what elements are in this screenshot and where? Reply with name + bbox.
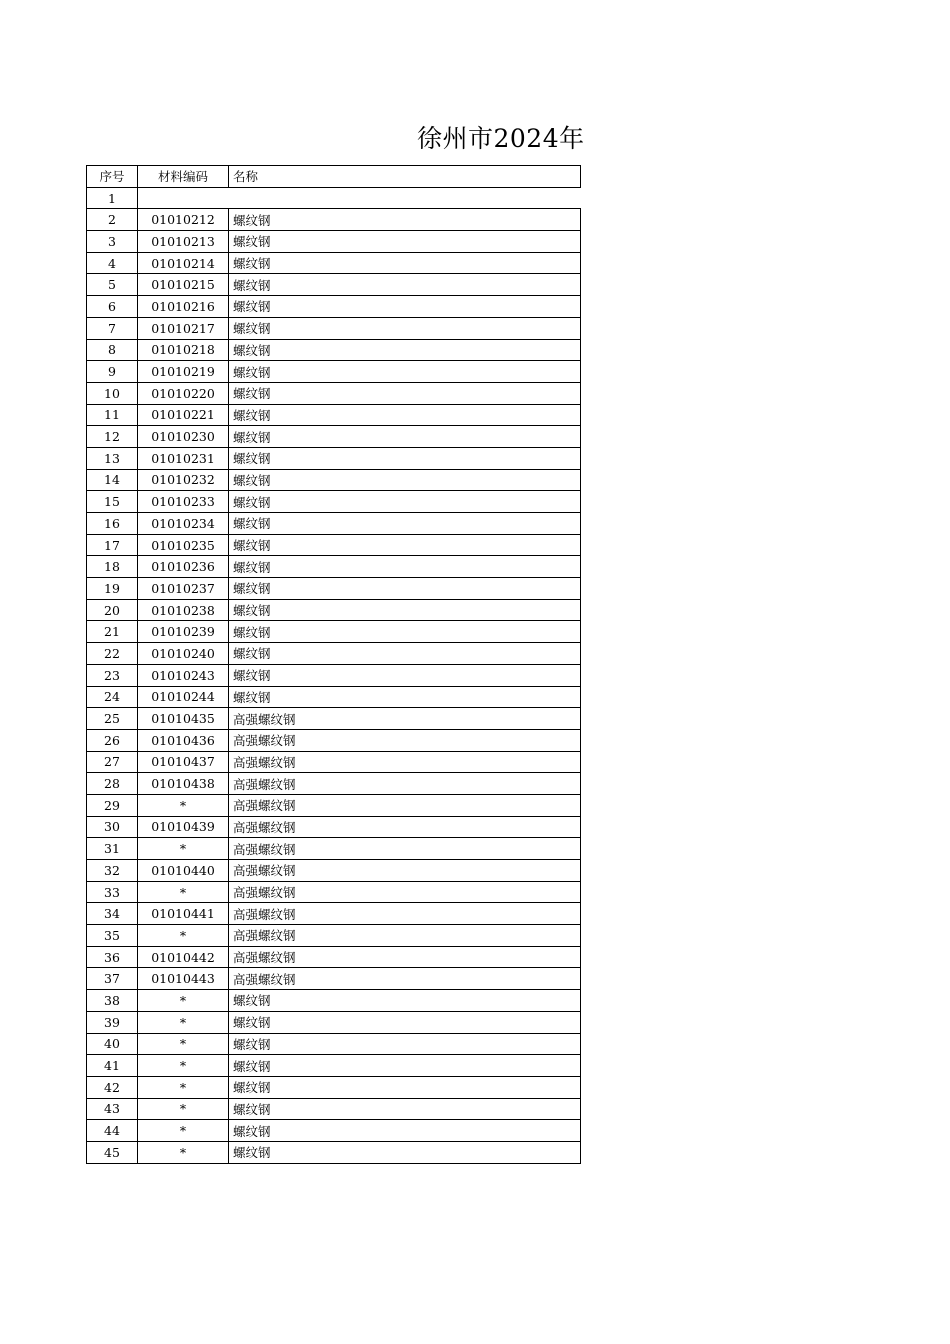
cell-name: 螺纹钢 xyxy=(229,534,581,556)
cell-name: 螺纹钢 xyxy=(229,339,581,361)
cell-code: 01010441 xyxy=(138,903,229,925)
cell-name: 高强螺纹钢 xyxy=(229,838,581,860)
cell-code: 01010439 xyxy=(138,816,229,838)
cell-seq: 24 xyxy=(87,686,138,708)
cell-seq: 14 xyxy=(87,469,138,491)
cell-code: 01010243 xyxy=(138,664,229,686)
cell-name: 高强螺纹钢 xyxy=(229,708,581,730)
cell-name: 螺纹钢 xyxy=(229,1076,581,1098)
cell-seq: 19 xyxy=(87,578,138,600)
cell-name: 螺纹钢 xyxy=(229,361,581,383)
table-row xyxy=(87,296,581,318)
cell-name: 高强螺纹钢 xyxy=(229,816,581,838)
cell-name: 螺纹钢 xyxy=(229,1098,581,1120)
cell-code: 01010236 xyxy=(138,556,229,578)
cell-name: 螺纹钢 xyxy=(229,599,581,621)
table-row xyxy=(87,946,581,968)
cell-seq: 39 xyxy=(87,1011,138,1033)
table-row xyxy=(87,1033,581,1055)
cell-code: 01010232 xyxy=(138,469,229,491)
cell-seq: 28 xyxy=(87,773,138,795)
cell-code: 01010437 xyxy=(138,751,229,773)
cell-code: 01010240 xyxy=(138,643,229,665)
table-row xyxy=(87,1011,581,1033)
cell-seq: 27 xyxy=(87,751,138,773)
table-row xyxy=(87,231,581,253)
cell-name: 螺纹钢 xyxy=(229,1033,581,1055)
table-row xyxy=(87,686,581,708)
table-row xyxy=(87,534,581,556)
cell-code: 01010217 xyxy=(138,317,229,339)
cell-seq: 25 xyxy=(87,708,138,730)
cell-name: 高强螺纹钢 xyxy=(229,946,581,968)
table-row xyxy=(87,274,581,296)
cell-seq: 17 xyxy=(87,534,138,556)
cell-seq: 40 xyxy=(87,1033,138,1055)
cell-name: 高强螺纹钢 xyxy=(229,925,581,947)
table-row xyxy=(87,860,581,882)
cell-seq: 33 xyxy=(87,881,138,903)
cell-seq: 38 xyxy=(87,990,138,1012)
column-header-name: 名称 xyxy=(229,166,581,188)
cell-name: 高强螺纹钢 xyxy=(229,751,581,773)
cell-name: 高强螺纹钢 xyxy=(229,860,581,882)
cell-code: * xyxy=(138,925,229,947)
cell-seq: 23 xyxy=(87,664,138,686)
cell-code: 01010218 xyxy=(138,339,229,361)
table-row xyxy=(87,968,581,990)
cell-name: 螺纹钢 xyxy=(229,317,581,339)
cell-name: 螺纹钢 xyxy=(229,447,581,469)
cell-seq: 45 xyxy=(87,1141,138,1163)
table-row xyxy=(87,990,581,1012)
cell-code: 01010215 xyxy=(138,274,229,296)
cell-seq: 30 xyxy=(87,816,138,838)
table-row xyxy=(87,599,581,621)
cell-name: 螺纹钢 xyxy=(229,296,581,318)
table-row xyxy=(87,794,581,816)
cell-name: 螺纹钢 xyxy=(229,469,581,491)
cell-code: 01010438 xyxy=(138,773,229,795)
cell-name: 高强螺纹钢 xyxy=(229,773,581,795)
cell-code: 01010237 xyxy=(138,578,229,600)
cell-code: 01010435 xyxy=(138,708,229,730)
cell-code: 01010238 xyxy=(138,599,229,621)
cell-seq: 32 xyxy=(87,860,138,882)
cell-seq: 5 xyxy=(87,274,138,296)
cell-code: * xyxy=(138,838,229,860)
cell-code: 01010233 xyxy=(138,491,229,513)
table-row xyxy=(87,209,581,231)
cell-seq: 13 xyxy=(87,447,138,469)
table-row xyxy=(87,816,581,838)
cell-code: 01010244 xyxy=(138,686,229,708)
cell-name: 螺纹钢 xyxy=(229,578,581,600)
cell-name: 螺纹钢 xyxy=(229,556,581,578)
table-row xyxy=(87,1120,581,1142)
cell-name: 螺纹钢 xyxy=(229,1141,581,1163)
cell-code: 01010231 xyxy=(138,447,229,469)
cell-empty xyxy=(138,187,581,209)
table-row xyxy=(87,881,581,903)
table-row xyxy=(87,382,581,404)
table-row xyxy=(87,925,581,947)
table-row xyxy=(87,729,581,751)
cell-seq: 18 xyxy=(87,556,138,578)
cell-seq: 2 xyxy=(87,209,138,231)
cell-name: 螺纹钢 xyxy=(229,274,581,296)
cell-name: 螺纹钢 xyxy=(229,513,581,535)
cell-code: * xyxy=(138,1033,229,1055)
table-row xyxy=(87,643,581,665)
table-row xyxy=(87,491,581,513)
table-row xyxy=(87,751,581,773)
table-row xyxy=(87,708,581,730)
cell-code: * xyxy=(138,881,229,903)
cell-name: 螺纹钢 xyxy=(229,404,581,426)
materials-table xyxy=(86,165,581,1164)
cell-code: 01010442 xyxy=(138,946,229,968)
cell-seq: 22 xyxy=(87,643,138,665)
cell-name: 螺纹钢 xyxy=(229,1055,581,1077)
cell-name: 螺纹钢 xyxy=(229,382,581,404)
cell-code: 01010212 xyxy=(138,209,229,231)
cell-seq: 43 xyxy=(87,1098,138,1120)
cell-code: 01010221 xyxy=(138,404,229,426)
cell-seq: 16 xyxy=(87,513,138,535)
cell-seq: 12 xyxy=(87,426,138,448)
cell-seq: 31 xyxy=(87,838,138,860)
cell-code: 01010440 xyxy=(138,860,229,882)
table-row xyxy=(87,252,581,274)
cell-code: * xyxy=(138,990,229,1012)
cell-name: 高强螺纹钢 xyxy=(229,881,581,903)
table-row xyxy=(87,903,581,925)
cell-name: 螺纹钢 xyxy=(229,209,581,231)
cell-seq: 34 xyxy=(87,903,138,925)
cell-code: 01010436 xyxy=(138,729,229,751)
cell-code: 01010219 xyxy=(138,361,229,383)
cell-seq: 29 xyxy=(87,794,138,816)
cell-name: 螺纹钢 xyxy=(229,621,581,643)
cell-seq: 37 xyxy=(87,968,138,990)
cell-code: 01010230 xyxy=(138,426,229,448)
table-row xyxy=(87,426,581,448)
cell-seq: 8 xyxy=(87,339,138,361)
table-row xyxy=(87,664,581,686)
cell-name: 螺纹钢 xyxy=(229,426,581,448)
cell-code: 01010216 xyxy=(138,296,229,318)
table-row xyxy=(87,469,581,491)
cell-seq: 41 xyxy=(87,1055,138,1077)
cell-name: 螺纹钢 xyxy=(229,231,581,253)
cell-seq: 44 xyxy=(87,1120,138,1142)
cell-code: * xyxy=(138,1098,229,1120)
table-row xyxy=(87,361,581,383)
cell-seq: 35 xyxy=(87,925,138,947)
cell-code: 01010220 xyxy=(138,382,229,404)
cell-code: * xyxy=(138,1055,229,1077)
cell-seq: 21 xyxy=(87,621,138,643)
table-row xyxy=(87,404,581,426)
table-row xyxy=(87,187,581,209)
cell-seq: 42 xyxy=(87,1076,138,1098)
table-row xyxy=(87,578,581,600)
cell-code: * xyxy=(138,1120,229,1142)
cell-name: 螺纹钢 xyxy=(229,1120,581,1142)
cell-code: 01010239 xyxy=(138,621,229,643)
cell-name: 高强螺纹钢 xyxy=(229,794,581,816)
cell-name: 螺纹钢 xyxy=(229,643,581,665)
column-header-seq: 序号 xyxy=(87,166,138,188)
table-row xyxy=(87,1055,581,1077)
cell-seq: 6 xyxy=(87,296,138,318)
cell-code: * xyxy=(138,1141,229,1163)
table-header-row xyxy=(87,166,581,188)
cell-name: 高强螺纹钢 xyxy=(229,729,581,751)
cell-code: 01010214 xyxy=(138,252,229,274)
cell-seq: 20 xyxy=(87,599,138,621)
cell-seq: 3 xyxy=(87,231,138,253)
cell-seq: 10 xyxy=(87,382,138,404)
cell-seq: 7 xyxy=(87,317,138,339)
cell-name: 螺纹钢 xyxy=(229,1011,581,1033)
table-row xyxy=(87,838,581,860)
cell-name: 螺纹钢 xyxy=(229,686,581,708)
cell-code: 01010443 xyxy=(138,968,229,990)
cell-name: 螺纹钢 xyxy=(229,491,581,513)
cell-name: 高强螺纹钢 xyxy=(229,968,581,990)
table-body xyxy=(87,187,581,1163)
table-row xyxy=(87,1141,581,1163)
cell-seq: 1 xyxy=(87,187,138,209)
cell-name: 螺纹钢 xyxy=(229,664,581,686)
cell-seq: 4 xyxy=(87,252,138,274)
cell-seq: 11 xyxy=(87,404,138,426)
cell-seq: 36 xyxy=(87,946,138,968)
table-row xyxy=(87,339,581,361)
cell-code: * xyxy=(138,1011,229,1033)
cell-code: 01010213 xyxy=(138,231,229,253)
cell-name: 高强螺纹钢 xyxy=(229,903,581,925)
cell-name: 螺纹钢 xyxy=(229,252,581,274)
table-row xyxy=(87,1076,581,1098)
cell-name: 螺纹钢 xyxy=(229,990,581,1012)
table-row xyxy=(87,621,581,643)
table-row xyxy=(87,513,581,535)
cell-code: * xyxy=(138,1076,229,1098)
cell-code: 01010235 xyxy=(138,534,229,556)
page-title: 徐州市2024年 xyxy=(417,124,585,153)
cell-seq: 26 xyxy=(87,729,138,751)
table-row xyxy=(87,773,581,795)
table-row xyxy=(87,317,581,339)
cell-seq: 15 xyxy=(87,491,138,513)
table-row xyxy=(87,556,581,578)
column-header-code: 材料编码 xyxy=(138,166,229,188)
cell-code: * xyxy=(138,794,229,816)
table-row xyxy=(87,447,581,469)
cell-code: 01010234 xyxy=(138,513,229,535)
cell-seq: 9 xyxy=(87,361,138,383)
table-row xyxy=(87,1098,581,1120)
